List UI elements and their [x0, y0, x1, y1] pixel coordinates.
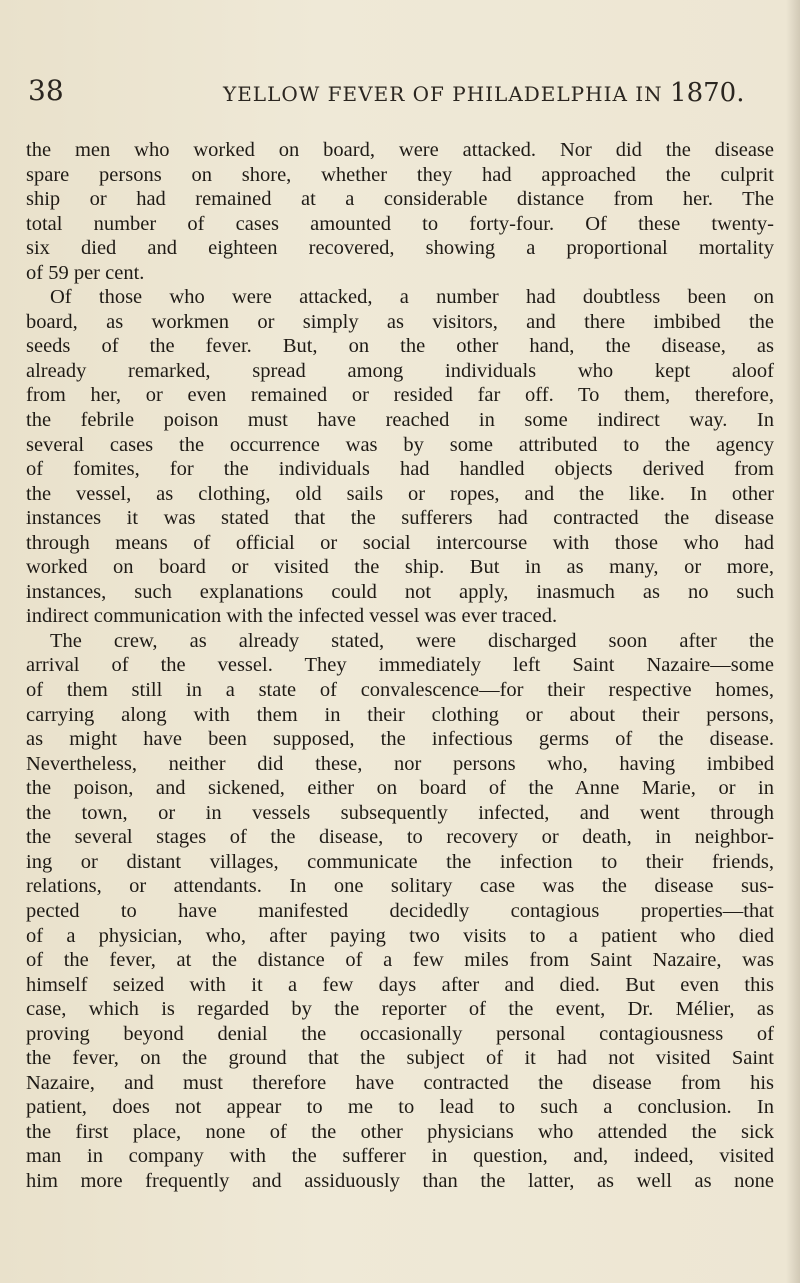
- text-line: through means of official or social intercourse with those who had: [26, 531, 774, 554]
- text-line: The crew, as already stated, were discharged soon after the: [50, 629, 774, 652]
- text-line: case, which is regarded by the reporter of the event, Dr. Mélier, as: [26, 998, 774, 1021]
- text-line: of fomites, for the individuals had handled objects derived from: [26, 458, 774, 481]
- text-line: the poison, and sickened, either on board of the Anne Marie, or in: [26, 777, 774, 800]
- text-line: already remarked, spread among individuals who kept aloof: [26, 359, 774, 382]
- text-line: instances, such explanations could not apply, inasmuch as no such: [26, 580, 774, 603]
- text-line: board, as workmen or simply as visitors, and there imbibed the: [26, 310, 774, 333]
- running-title-text: YELLOW FEVER OF PHILADELPHIA IN: [223, 82, 663, 106]
- text-line: total number of cases amounted to forty-four. Of these twenty-: [26, 212, 774, 235]
- text-line: several cases the occurrence was by some attributed to the agency: [26, 433, 774, 456]
- body-text: [26, 138, 774, 1194]
- text-line: the febrile poison must have reached in some indirect way. In: [26, 409, 774, 432]
- text-line: seeds of the fever. But, on the other hand, the disease, as: [26, 335, 774, 358]
- text-line: pected to have manifested decidedly contagious properties—that: [26, 899, 774, 922]
- text-line: himself seized with it a few days after and died. But even this: [26, 973, 774, 996]
- text-line: as might have been supposed, the infectious germs of the disease.: [26, 728, 774, 751]
- text-line: the first place, none of the other physicians who attended the sick: [26, 1120, 774, 1143]
- text-line: Nevertheless, neither did these, nor persons who, having imbibed: [26, 752, 774, 775]
- text-line: arrival of the vessel. They immediately left Saint Nazaire—some: [26, 654, 774, 677]
- text-line: the men who worked on board, were attacked. Nor did the disease: [26, 139, 774, 161]
- text-line: him more frequently and assiduously than the latter, as well as none: [26, 1169, 774, 1192]
- page-edge-shadow: [786, 0, 800, 1283]
- text-line: the town, or in vessels subsequently infected, and went through: [26, 801, 774, 824]
- text-line: the fever, on the ground that the subject of it had not visited Saint: [26, 1047, 774, 1070]
- text-line: the several stages of the disease, to recovery or death, in neighbor-: [26, 826, 774, 849]
- text-line: patient, does not appear to me to lead to such a conclusion. In: [26, 1096, 774, 1119]
- text-line: of the fever, at the distance of a few miles from Saint Nazaire, was: [26, 949, 774, 972]
- text-line: ing or distant villages, communicate the infection to their friends,: [26, 850, 774, 873]
- running-title-year: 1870.: [670, 78, 745, 108]
- text-line: spare persons on shore, whether they had approached the culprit: [26, 163, 774, 186]
- text-line: Nazaire, and must therefore have contracted the disease from his: [26, 1071, 774, 1094]
- running-title: [223, 78, 744, 108]
- text-line: Of those who were attacked, a number had doubtless been on: [50, 286, 774, 309]
- text-line: proving beyond denial the occasionally personal contagiousness of: [26, 1022, 774, 1045]
- text-line: from her, or even remained or resided far off. To them, therefore,: [26, 384, 774, 407]
- text-line: six died and eighteen recovered, showing a proportional mortality: [26, 237, 774, 260]
- text-line: ship or had remained at a considerable distance from her. The: [26, 188, 774, 211]
- text-line: worked on board or visited the ship. But in as many, or more,: [26, 556, 774, 579]
- text-line: indirect communication with the infected vessel was ever traced.: [26, 605, 558, 628]
- text-line: the vessel, as clothing, old sails or ropes, and the like. In other: [26, 482, 774, 505]
- text-line: of a physician, who, after paying two visits to a patient who died: [26, 924, 774, 947]
- running-head: [28, 74, 768, 114]
- text-line: instances it was stated that the sufferers had contracted the disease: [26, 507, 774, 530]
- text-line: of them still in a state of convalescence—for their respective homes,: [26, 679, 774, 702]
- text-line: of 59 per cent.: [26, 261, 145, 284]
- text-line: man in company with the sufferer in question, and, indeed, visited: [26, 1145, 774, 1168]
- text-line: carrying along with them in their clothing or about their persons,: [26, 703, 774, 726]
- page-number: 38: [28, 74, 64, 107]
- text-line: relations, or attendants. In one solitary case was the disease sus-: [26, 875, 774, 898]
